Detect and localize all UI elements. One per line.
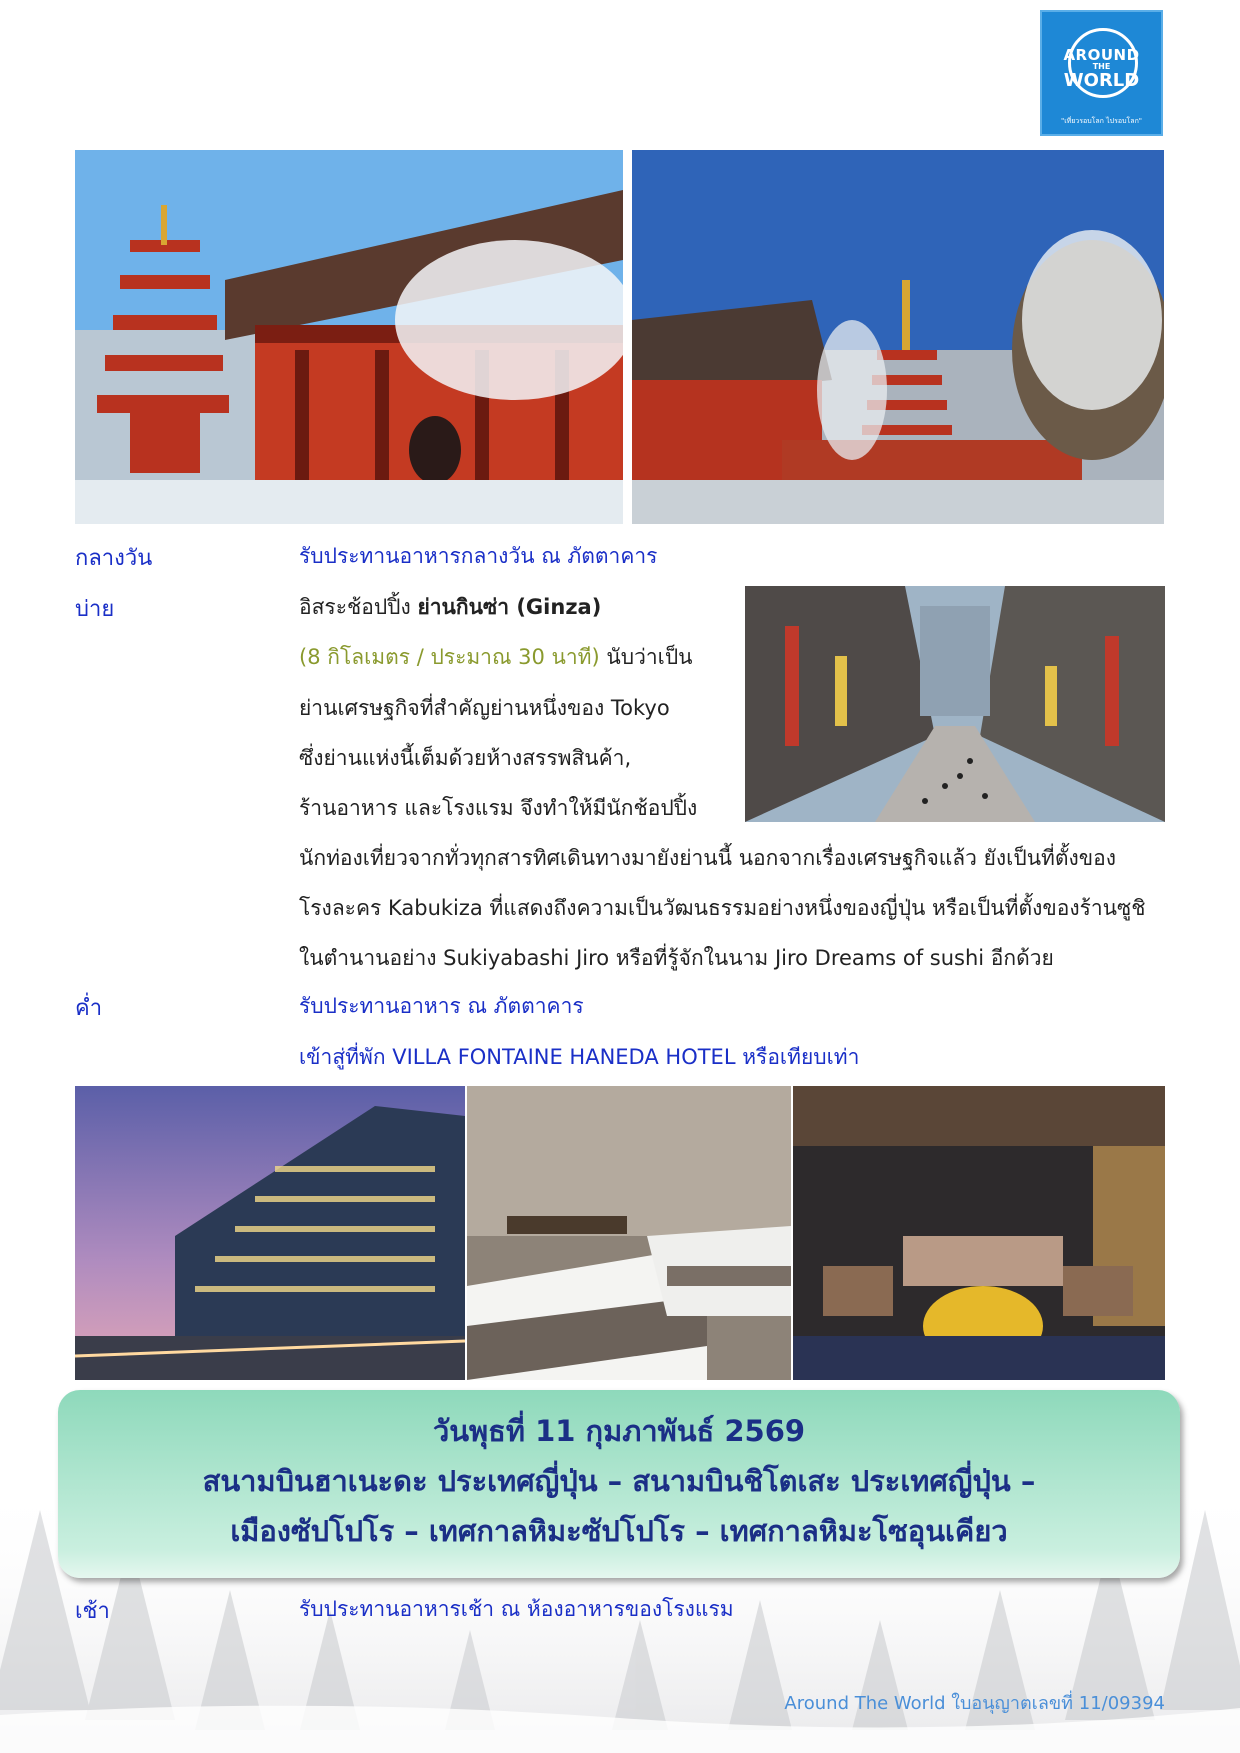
- ginza-distance-line: [299, 641, 693, 674]
- schedule-label-midday: กลางวัน: [75, 546, 153, 571]
- hotel-lobby-photo: [793, 1086, 1165, 1380]
- logo-text-line-1: AROUND: [1063, 46, 1140, 64]
- ginza-distance: (8 กิโลเมตร / ประมาณ 30 นาที): [299, 645, 600, 669]
- evening-dinner-text: รับประทานอาหาร ณ ภัตตาคาร: [299, 994, 584, 1018]
- ginza-shopping-line: [299, 591, 601, 624]
- morning-breakfast-text: รับประทานอาหารเช้า ณ ห้องอาหารของโรงแรม: [299, 1597, 734, 1621]
- sensoji-gate-photo: [75, 150, 623, 524]
- sensoji-courtyard-photo: [632, 150, 1164, 524]
- hotel-room-photo: [467, 1086, 791, 1380]
- banner-route-line-1: สนามบินฮาเนะดะ ประเทศญี่ปุ่น – สนามบินชิโตเสะ ประเทศญี่ปุ่น –: [202, 1464, 1036, 1498]
- logo-text-line-3: WORLD: [1063, 70, 1140, 91]
- ginza-description-line-5: ร้านอาหาร และโรงแรม จึงทำให้มีนักช้อปปิ้ง: [299, 796, 698, 820]
- logo-tagline: "เที่ยวรอบโลก ไปรอบโลก": [1060, 117, 1143, 125]
- ginza-line-2-suffix: นับว่าเป็น: [599, 645, 693, 669]
- ginza-line-prefix: อิสระช้อปปิ้ง: [299, 595, 418, 619]
- ginza-street-photo: [745, 586, 1165, 822]
- ginza-description-line-8: ในตำนานอย่าง Sukiyabashi Jiro หรือที่รู้จักในนาม Jiro Dreams of sushi อีกด้วย: [299, 946, 1054, 970]
- around-the-world-logo: [1040, 10, 1163, 136]
- schedule-label-morning: เช้า: [75, 1599, 110, 1624]
- hotel-checkin-text: เข้าสู่ที่พัก VILLA FONTAINE HANEDA HOTEL หรือเทียบเท่า: [299, 1045, 860, 1069]
- ginza-description-line-4: ซึ่งย่านแห่งนี้เต็มด้วยห้างสรรพสินค้า,: [299, 746, 632, 770]
- day-banner: [58, 1390, 1180, 1578]
- schedule-label-evening: ค่ำ: [75, 996, 103, 1021]
- ginza-description-line-3: ย่านเศรษฐกิจที่สำคัญย่านหนึ่งของ Tokyo: [299, 696, 670, 720]
- ginza-district-name: ย่านกินซ่า (Ginza): [417, 595, 602, 619]
- schedule-label-afternoon: บ่าย: [75, 597, 115, 622]
- logo-text-line-2: THE: [1092, 62, 1111, 71]
- banner-date: วันพุธที่ 11 กุมภาพันธ์ 2569: [432, 1414, 806, 1448]
- ginza-description-line-7: โรงละคร Kabukiza ที่แสดงถึงความเป็นวัฒนธรรมอย่างหนึ่งของญี่ปุ่น หรือเป็นที่ตั้งของร้านซูชิ: [299, 896, 1146, 920]
- hotel-exterior-photo: [75, 1086, 465, 1380]
- midday-lunch-text: รับประทานอาหารกลางวัน ณ ภัตตาคาร: [299, 544, 658, 568]
- ginza-description-line-6: นักท่องเที่ยวจากทั่วทุกสารทิศเดินทางมายังย่านนี้ นอกจากเรื่องเศรษฐกิจแล้ว ยังเป็นที่ตั้งของ: [299, 846, 1117, 870]
- banner-route-line-2: เมืองซัปโปโร – เทศกาลหิมะซัปโปโร – เทศกาลหิมะโซอุนเคียว: [230, 1514, 1008, 1548]
- footer-license: Around The World ใบอนุญาตเลขที่ 11/09394: [784, 1693, 1165, 1714]
